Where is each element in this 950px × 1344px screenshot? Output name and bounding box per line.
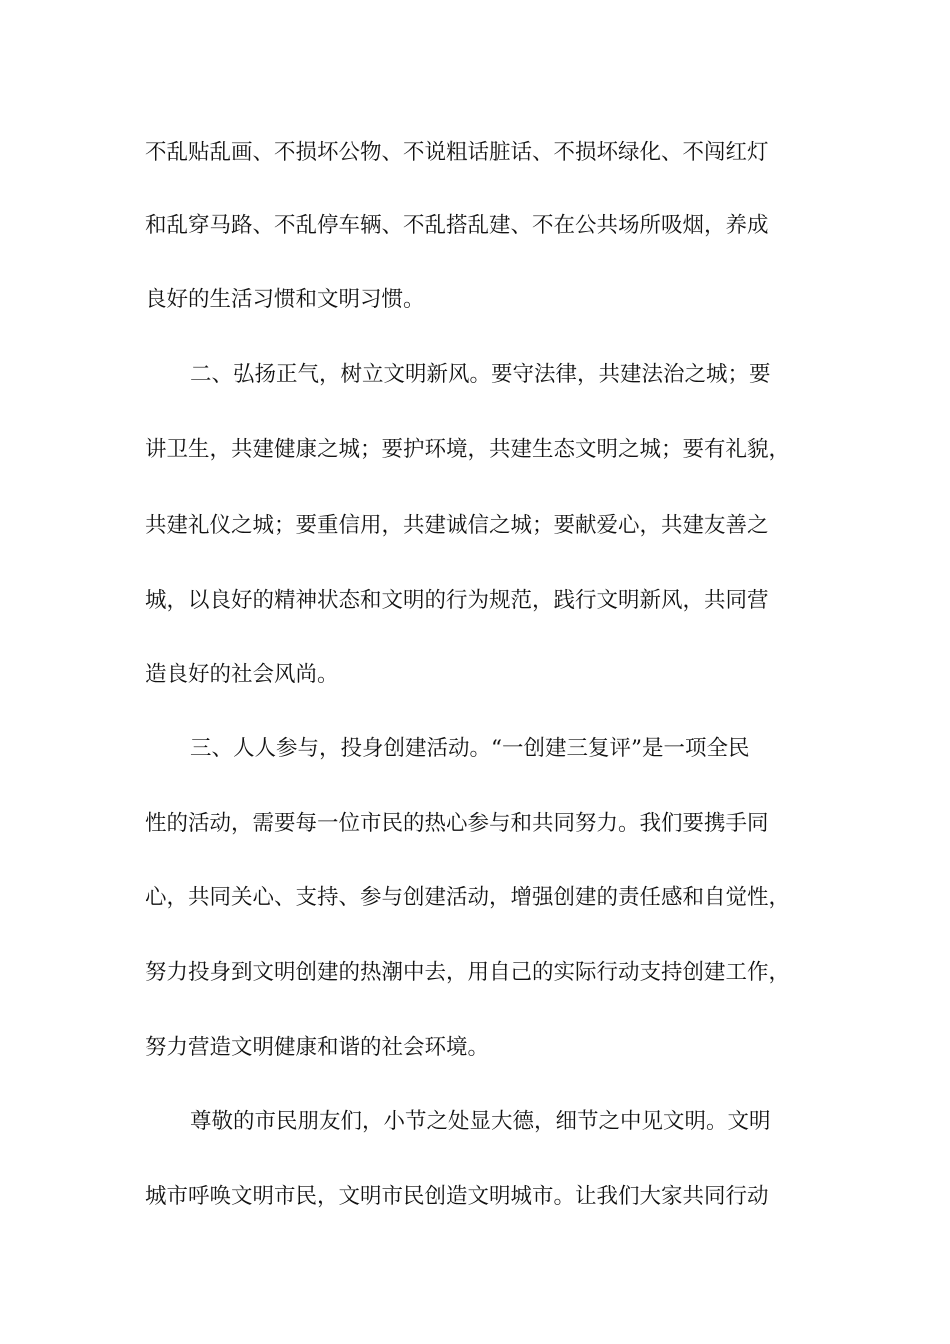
text-line: 不乱贴乱画、不损坏公物、不说粗话脏话、不损坏绿化、不闯红灯 — [145, 140, 769, 165]
paragraph-start-line: 二、弘扬正气，树立文明新风。要守法律，共建法治之城；要 — [190, 362, 771, 387]
text-line: 造良好的社会风尚。 — [145, 662, 339, 687]
paragraph-start-line: 三、人人参与，投身创建活动。“一创建三复评”是一项全民 — [190, 736, 750, 761]
text-line: 城，以良好的精神状态和文明的行为规范，践行文明新风，共同营 — [145, 588, 769, 613]
text-line: 良好的生活习惯和文明习惯。 — [145, 287, 425, 312]
text-line: 讲卫生，共建健康之城；要护环境，共建生态文明之城；要有礼貌， — [145, 437, 791, 462]
text-line: 心，共同关心、支持、参与创建活动，增强创建的责任感和自觉性， — [145, 885, 791, 910]
text-line: 努力营造文明健康和谐的社会环境。 — [145, 1035, 490, 1060]
text-line: 城市呼唤文明市民，文明市民创造文明城市。让我们大家共同行动 — [145, 1184, 769, 1209]
text-line: 努力投身到文明创建的热潮中去，用自己的实际行动支持创建工作， — [145, 960, 791, 985]
text-line: 共建礼仪之城；要重信用，共建诚信之城；要献爱心，共建友善之 — [145, 513, 769, 538]
text-line: 性的活动，需要每一位市民的热心参与和共同努力。我们要携手同 — [145, 811, 769, 836]
text-line: 和乱穿马路、不乱停车辆、不乱搭乱建、不在公共场所吸烟，养成 — [145, 213, 769, 238]
paragraph-start-line: 尊敬的市民朋友们，小节之处显大德，细节之中见文明。文明 — [190, 1109, 771, 1134]
